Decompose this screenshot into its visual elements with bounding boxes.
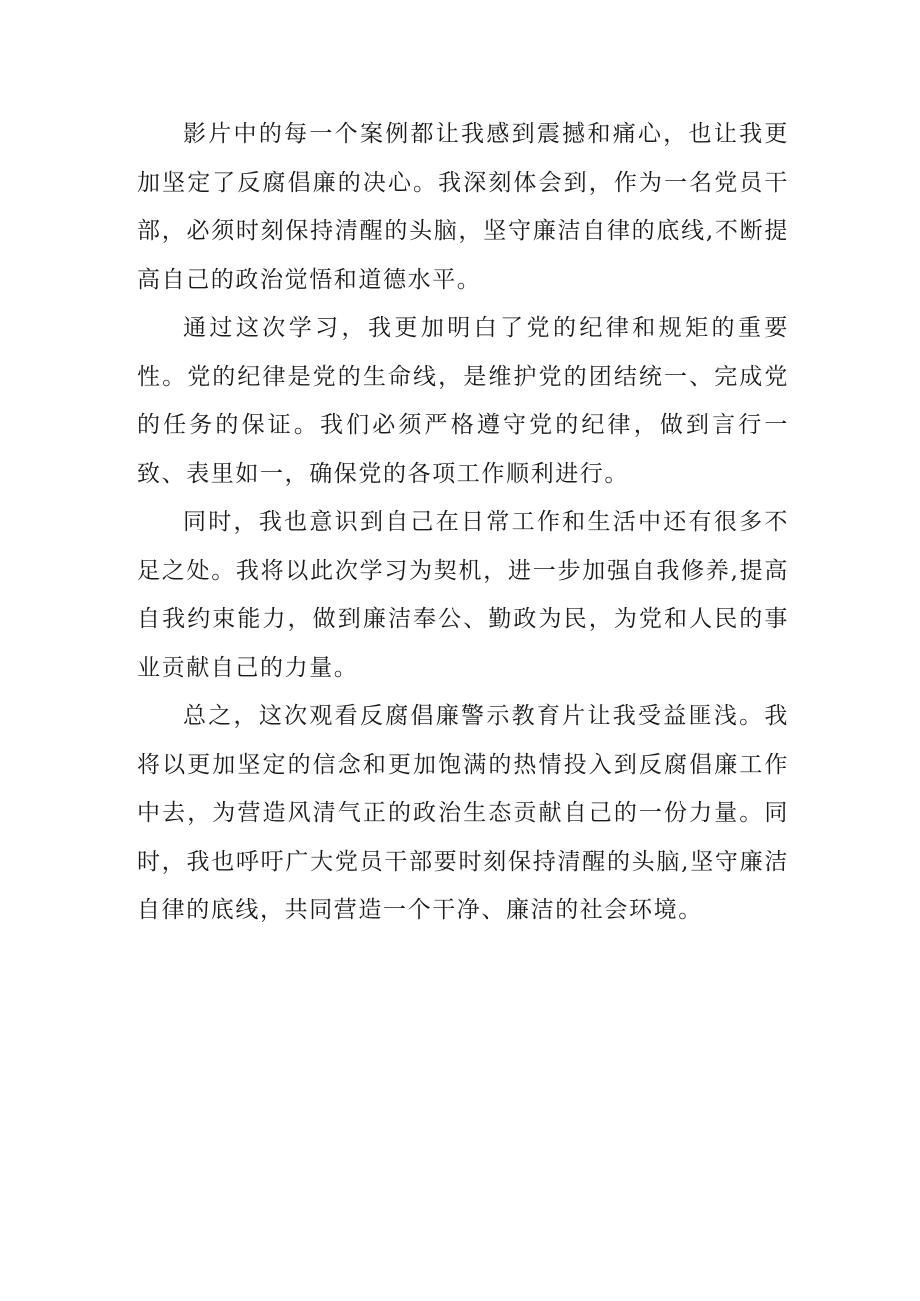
paragraph-reflection: 影片中的每一个案例都让我感到震撼和痛心，也让我更加坚定了反腐倡廉的决心。我深刻体会到，作为一名党员干部，必须时刻保持清醒的头脑，坚守廉洁自律的底线,不断提高自己的政治觉悟和道德水平。 bbox=[137, 121, 789, 293]
paragraph-party-discipline: 通过这次学习，我更加明白了党的纪律和规矩的重要性。党的纪律是党的生命线，是维护党的团结统一、完成党的任务的保证。我们必须严格遵守党的纪律，做到言行一致、表里如一，确保党的各项工作顺利进行。 bbox=[137, 315, 789, 487]
paragraph-conclusion: 总之，这次观看反腐倡廉警示教育片让我受益匪浅。我将以更加坚定的信念和更加饱满的热情投入到反腐倡廉工作中去，为营造风清气正的政治生态贡献自己的一份力量。同时，我也呼吁广大党员干部要时刻保持清醒的头脑,坚守廉洁自律的底线，共同营造一个干净、廉洁的社会环境。 bbox=[137, 703, 789, 923]
document-body bbox=[137, 110, 789, 935]
paragraph-self-improvement: 同时，我也意识到自己在日常工作和生活中还有很多不足之处。我将以此次学习为契机，进一步加强自我修养,提高自我约束能力，做到廉洁奉公、勤政为民，为党和人民的事业贡献自己的力量。 bbox=[137, 509, 789, 681]
